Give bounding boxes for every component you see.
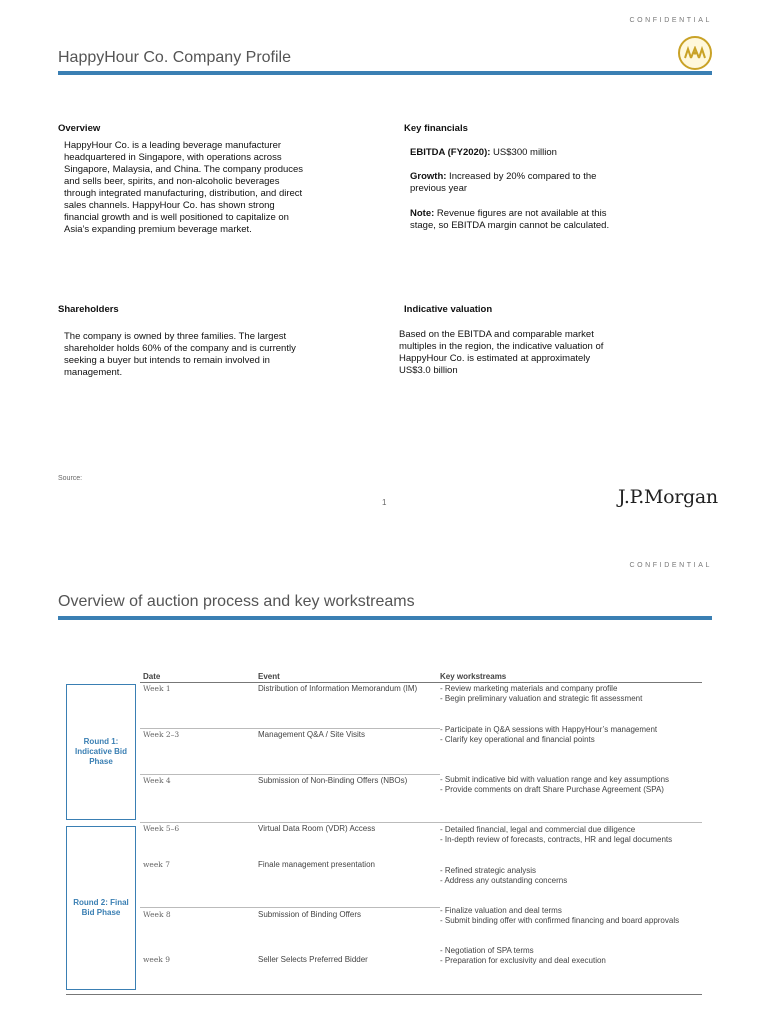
row-divider <box>140 728 440 729</box>
table-row-5-work2: - Address any outstanding concerns <box>440 876 568 885</box>
table-row-4-work2: - In-depth review of forecasts, contracts, HR and legal documents <box>440 835 673 844</box>
growth-line <box>410 171 620 195</box>
overview-text: HappyHour Co. is a leading beverage manufacturer headquartered in Singapore, with operations across Singapore, Malaysia, and China. The company produces and sells beer, spirits, and non-alcoholic beverages through integrated manufacturing, distribution, and direct sales channels. HappyHour Co. has shown strong financial growth and is well positioned to capitalize on Asia’s expanding premium beverage market. <box>64 140 304 235</box>
ebitda-value: US$300 million <box>490 147 557 158</box>
phase-round-1 <box>66 684 136 820</box>
table-row-4-work1: - Detailed financial, legal and commercial due diligence <box>440 825 636 834</box>
table-row-1-work2: - Begin preliminary valuation and strategic fit assessment <box>440 694 643 703</box>
ebitda-line <box>410 147 630 159</box>
company-logo <box>678 36 712 70</box>
page-number: 1 <box>382 498 387 507</box>
key-financials-heading: Key financials <box>404 123 468 134</box>
row-divider <box>140 774 440 775</box>
table-row-6-event: Submission of Binding Offers <box>258 910 362 919</box>
table-row-3-date: Week 4 <box>143 776 171 785</box>
logo-mark-icon <box>684 46 706 60</box>
table-row-1-date: Week 1 <box>143 684 171 693</box>
table-row-3-event: Submission of Non-Binding Offers (NBOs) <box>258 776 408 785</box>
table-row-3-work2: - Provide comments on draft Share Purchase Agreement (SPA) <box>440 785 664 794</box>
page-title-2: Overview of auction process and key workstreams <box>58 593 415 610</box>
phase-round-2 <box>66 826 136 990</box>
jpmorgan-logo: J.P.Morgan <box>618 486 718 508</box>
confidential-label: CONFIDENTIAL <box>629 17 712 24</box>
table-row-7-date: week 9 <box>143 955 170 964</box>
table-row-2-date: Week 2–3 <box>143 730 180 739</box>
table-row-1-event: Distribution of Information Memorandum (IM) <box>258 684 418 693</box>
table-row-5-date: week 7 <box>143 860 170 869</box>
table-row-6-work2: - Submit binding offer with confirmed financing and board approvals <box>440 916 680 925</box>
shareholders-heading: Shareholders <box>58 304 119 315</box>
title-rule-2 <box>58 616 712 620</box>
table-bottom-rule <box>66 994 702 995</box>
col-header-date: Date <box>143 672 161 681</box>
row-divider <box>140 907 440 908</box>
note-value: Revenue figures are not available at this stage, so EBITDA margin cannot be calculated. <box>410 208 610 231</box>
phase-round-1-label: Round 1: Indicative Bid Phase <box>74 737 127 766</box>
table-row-6-date: Week 8 <box>143 910 171 919</box>
table-row-7-event: Seller Selects Preferred Bidder <box>258 955 368 964</box>
table-row-2-event: Management Q&A / Site Visits <box>258 730 366 739</box>
col-header-event: Event <box>258 672 280 681</box>
table-row-7-work1: - Negotiation of SPA terms <box>440 946 534 955</box>
table-row-3-work1: - Submit indicative bid with valuation range and key assumptions <box>440 775 670 784</box>
table-row-1-work1: - Review marketing materials and company profile <box>440 684 618 693</box>
note-label: Note: <box>410 208 435 219</box>
table-row-4-date: Week 5–6 <box>143 824 180 833</box>
table-row-5-event: Finale management presentation <box>258 860 375 869</box>
overview-heading: Overview <box>58 123 101 134</box>
growth-value: Increased by 20% compared to the previous year <box>410 171 597 194</box>
header-divider <box>140 682 702 683</box>
ebitda-label: EBITDA (FY2020): <box>410 147 491 158</box>
phase-round-2-label: Round 2: Final Bid Phase <box>73 898 129 917</box>
source-label: Source: <box>58 475 83 482</box>
valuation-text: Based on the EBITDA and comparable market multiples in the region, the indicative valuation of HappyHour Co. is estimated at approximately US$3.0 billion <box>399 329 604 376</box>
table-row-4-event: Virtual Data Room (VDR) Access <box>258 824 376 833</box>
table-row-5-work1: - Refined strategic analysis <box>440 866 537 875</box>
table-row-7-work2: - Preparation for exclusivity and deal execution <box>440 956 606 965</box>
growth-label: Growth: <box>410 171 447 182</box>
valuation-heading: Indicative valuation <box>404 304 493 315</box>
table-row-2-work2: - Clarify key operational and financial points <box>440 735 595 744</box>
note-line <box>410 208 625 232</box>
round-divider <box>140 822 702 823</box>
title-rule <box>58 71 712 75</box>
table-row-6-work1: - Finalize valuation and deal terms <box>440 906 562 915</box>
col-header-workstreams: Key workstreams <box>440 672 507 681</box>
table-row-2-work1: - Participate in Q&A sessions with HappyHour’s management <box>440 725 658 734</box>
shareholders-text: The company is owned by three families. The largest shareholder holds 60% of the company and is currently seeking a buyer but intends to remain involved in management. <box>64 331 296 378</box>
page-title: HappyHour Co. Company Profile <box>58 49 291 66</box>
confidential-label-2: CONFIDENTIAL <box>629 562 712 569</box>
